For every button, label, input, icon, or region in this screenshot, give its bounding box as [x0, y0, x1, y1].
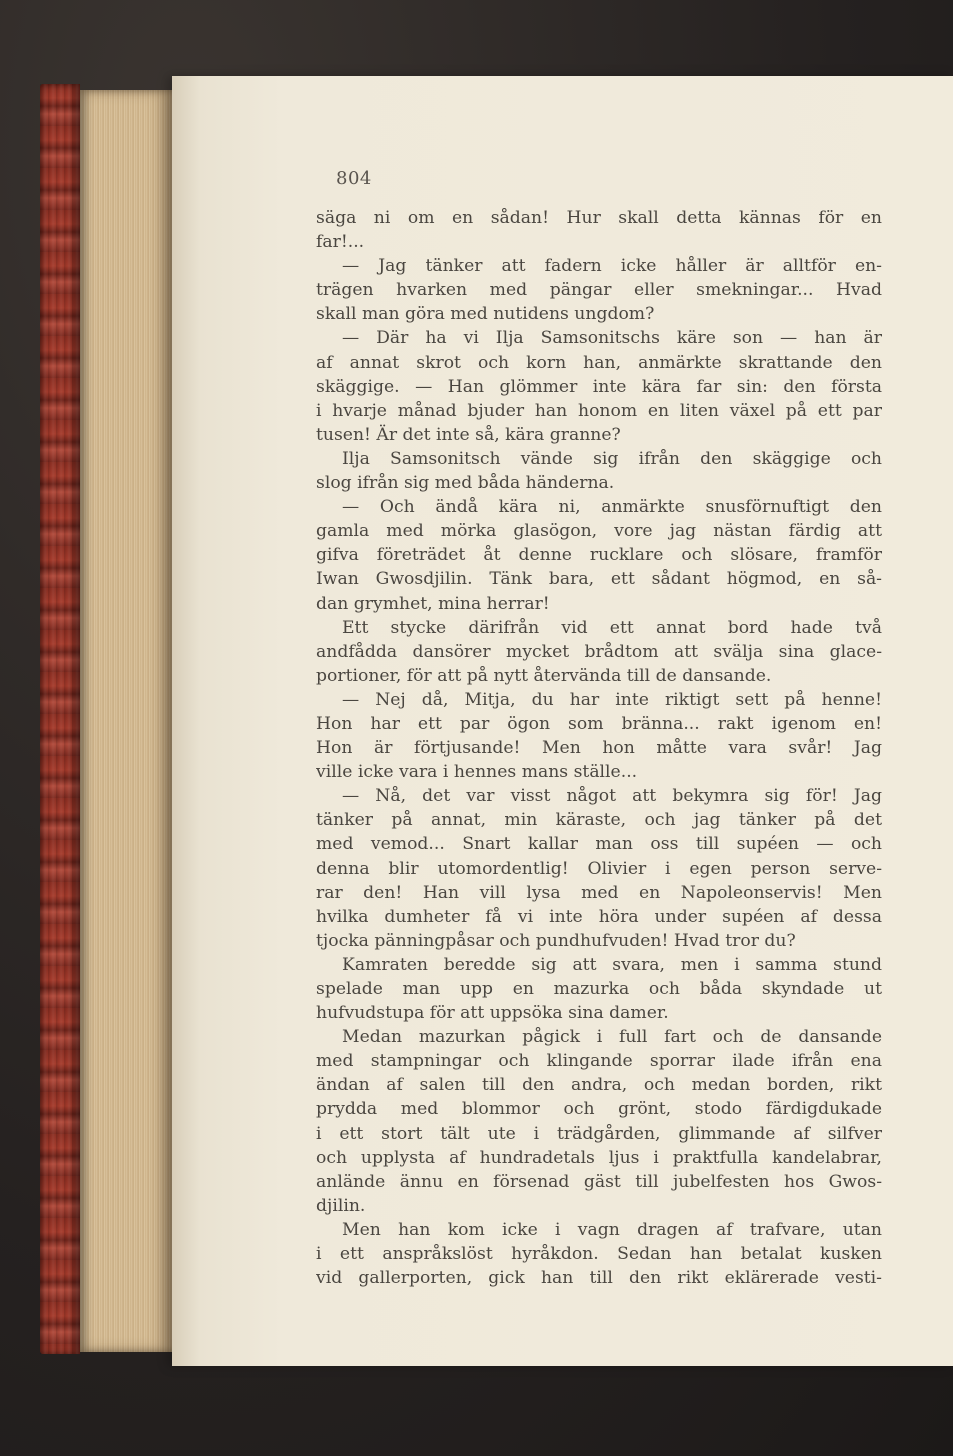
- text-line: i ett anspråkslöst hyråkdon. Sedan han betalat kusken: [316, 1244, 882, 1265]
- text-line: Men han kom icke i vagn dragen af trafvare, utan: [342, 1219, 882, 1240]
- page-number: 804: [336, 168, 372, 189]
- text-line: — Jag tänker att fadern icke håller är alltför en-: [342, 256, 882, 277]
- text-line: i ett stort tält ute i trädgården, glimmande af silfver: [316, 1123, 882, 1144]
- text-line: slog ifrån sig med båda händerna.: [316, 473, 615, 494]
- text-line: Hon har ett par ögon som bränna... rakt igenom en!: [316, 713, 882, 734]
- page-edges: [80, 90, 172, 1352]
- text-line: trägen hvarken med pängar eller smekningar... Hvad: [316, 280, 882, 301]
- text-line: hvilka dumheter få vi inte höra under supéen af dessa: [316, 906, 882, 927]
- text-line: prydda med blommor och grönt, stodo färdigdukade: [316, 1099, 882, 1120]
- text-line: Medan mazurkan pågick i full fart och de dansande: [342, 1027, 882, 1048]
- text-line: dan grymhet, mina herrar!: [316, 593, 550, 614]
- text-line: tjocka pänningpåsar och pundhufvuden! Hvad tror du?: [316, 930, 796, 951]
- text-line: tänker på annat, min käraste, och jag tänker på det: [316, 810, 882, 831]
- text-line: med vemod... Snart kallar man oss till supéen — och: [316, 834, 882, 855]
- text-line: spelade man upp en mazurka och båda skyndade ut: [316, 979, 882, 999]
- text-line: — Nå, det var visst något att bekymra sig för! Jag: [342, 786, 882, 807]
- text-line: Hon är förtjusande! Men hon måtte vara svår! Jag: [316, 738, 882, 759]
- text-line: — Där ha vi Ilja Samsonitschs käre son — han är: [342, 328, 882, 349]
- text-line: skäggige. — Han glömmer inte kära far sin: den första: [316, 376, 882, 397]
- text-line: Ilja Samsonitsch vände sig ifrån den skäggige och: [342, 448, 882, 469]
- text-line: hufvudstupa för att uppsöka sina damer.: [316, 1003, 669, 1024]
- text-line: i hvarje månad bjuder han honom en liten växel på ett par: [316, 400, 882, 421]
- text-line: Iwan Gwosdjilin. Tänk bara, ett sådant högmod, en så-: [316, 569, 882, 590]
- text-line: af annat skrot och korn han, anmärkte skrattande den: [316, 352, 882, 373]
- text-line: denna blir utomordentlig! Olivier i egen person serve-: [316, 858, 882, 879]
- text-line: gifva företrädet åt denne rucklare och slösare, framför: [316, 545, 882, 566]
- text-line: Ett stycke därifrån vid ett annat bord hade två: [342, 617, 882, 638]
- text-line: ändan af salen till den andra, och medan borden, rikt: [316, 1075, 882, 1096]
- text-line: och upplysta af hundradetals ljus i praktfulla kandelabrar,: [316, 1147, 882, 1168]
- text-line: rar den! Han vill lysa med en Napoleonservis! Men: [316, 882, 882, 903]
- text-line: vid gallerporten, gick han till den rikt eklärerade vesti-: [316, 1268, 882, 1289]
- text-line: skall man göra med nutidens ungdom?: [316, 304, 655, 325]
- text-line: tusen! Är det inte så, kära granne?: [316, 424, 621, 445]
- text-line: djilin.: [316, 1195, 366, 1216]
- text-line: Kamraten beredde sig att svara, men i samma stund: [342, 954, 882, 975]
- book-cover-edge: [40, 84, 80, 1354]
- text-line: gamla med mörka glasögon, vore jag nästan färdig att: [316, 521, 882, 542]
- text-line: portioner, för att på nytt återvända till de dansande.: [316, 665, 772, 686]
- body-text: [316, 206, 882, 1290]
- text-line: säga ni om en sådan! Hur skall detta kännas för en: [316, 208, 882, 228]
- text-line: med stampningar och klingande sporrar ilade ifrån ena: [316, 1051, 882, 1072]
- text-line: andfådda dansörer mycket brådtom att svälja sina glace-: [316, 641, 882, 662]
- text-line: anlände ännu en försenad gäst till jubelfesten hos Gwos-: [316, 1171, 882, 1192]
- text-line: far!...: [316, 232, 365, 253]
- text-line: ville icke vara i hennes mans ställe...: [316, 762, 638, 783]
- text-line: — Och ändå kära ni, anmärkte snusförnuftigt den: [342, 497, 882, 518]
- text-line: — Nej då, Mitja, du har inte riktigt sett på henne!: [342, 689, 882, 710]
